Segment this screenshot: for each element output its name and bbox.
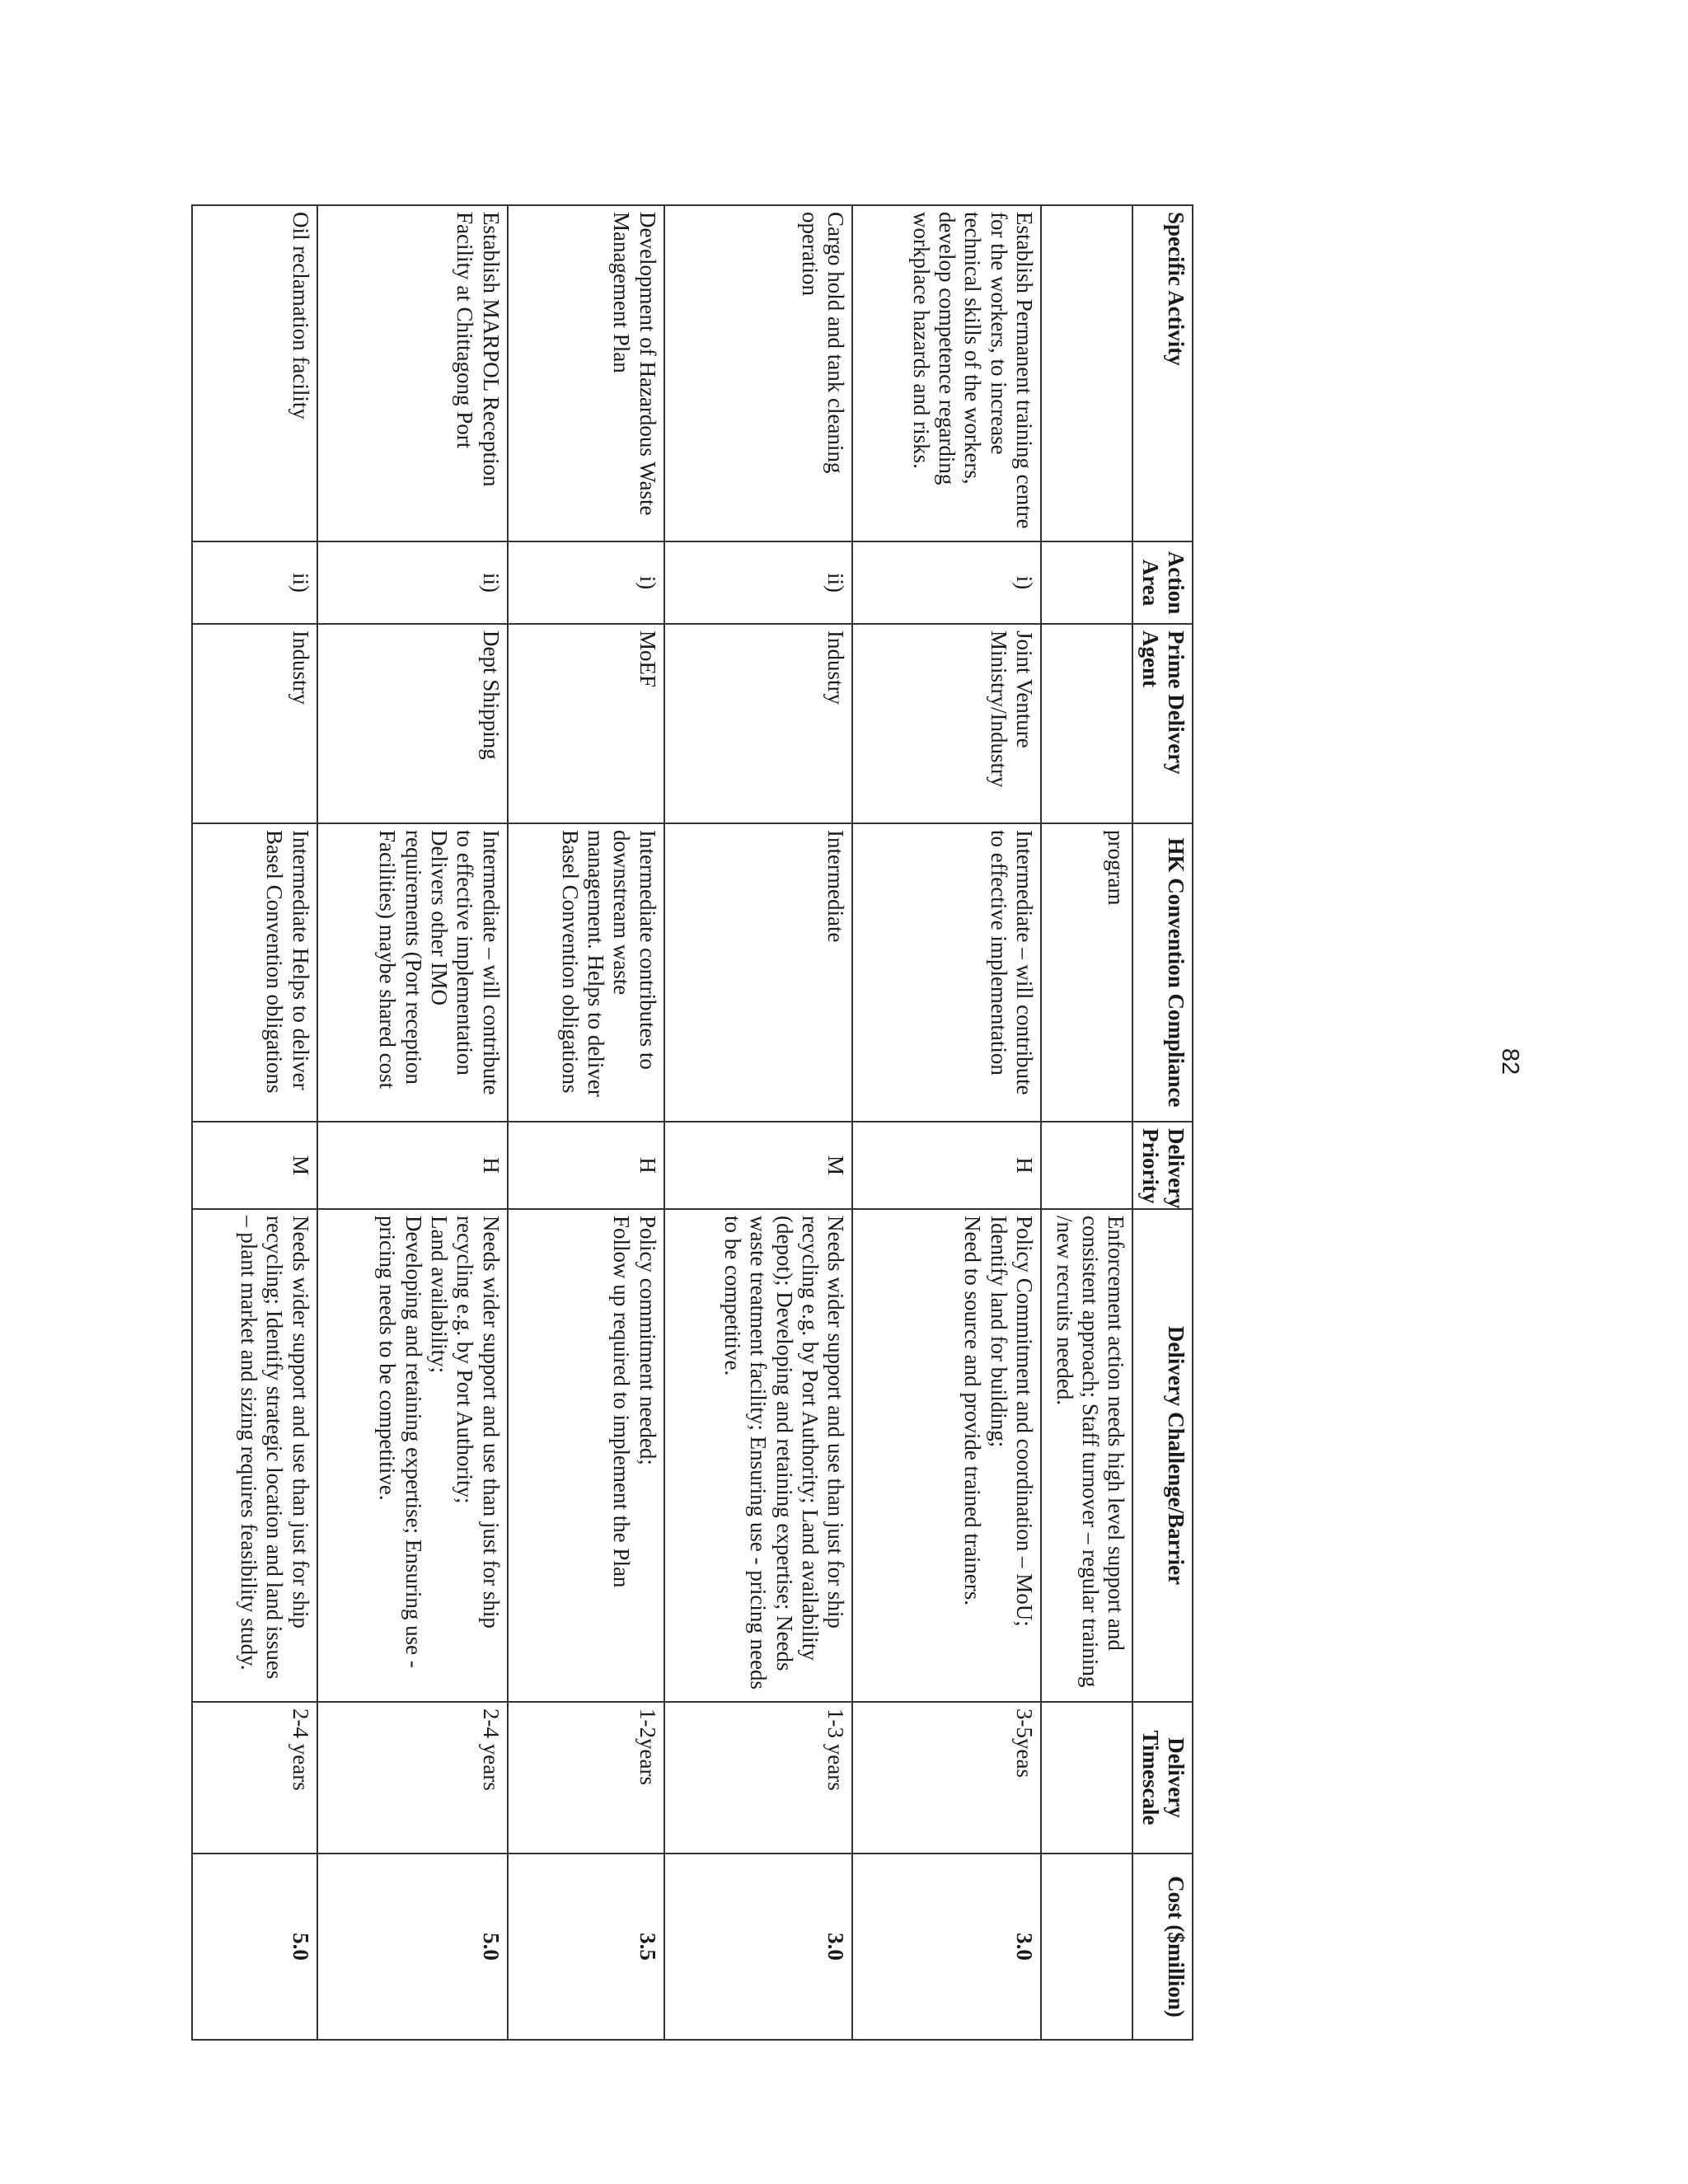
cell-activity: Cargo hold and tank cleaning operation xyxy=(664,205,853,541)
cell-area: ii) xyxy=(664,541,853,624)
cell-priority: M xyxy=(192,1122,317,1209)
cell-priority: M xyxy=(664,1122,853,1209)
cell-activity xyxy=(1041,205,1132,541)
cell-cost: 3.0 xyxy=(852,1854,1041,2040)
table-row xyxy=(317,205,508,2040)
table-header-row xyxy=(1132,205,1193,2040)
cell-challenge xyxy=(317,1209,508,1702)
challenge-text: Follow up required to implement the Plan xyxy=(609,1216,635,1588)
cell-agent: Joint Venture Ministry/Industry xyxy=(852,624,1041,823)
header-delivery-timescale: Delivery Timescale xyxy=(1132,1702,1193,1854)
cell-activity: Oil reclamation facility xyxy=(192,205,317,541)
challenge-text: Land availability; xyxy=(426,1216,452,1374)
cell-challenge xyxy=(1041,1209,1132,1702)
challenge-text: Developing and retaining expertise; Ensuring use - pricing needs to be competitive. xyxy=(375,1216,426,1668)
rotated-page-content xyxy=(191,204,1193,2039)
cell-challenge xyxy=(852,1209,1041,1702)
cell-challenge xyxy=(664,1209,853,1702)
table-row xyxy=(1041,205,1132,2040)
cell-cost xyxy=(1041,1854,1132,2040)
cell-cost: 3.0 xyxy=(664,1854,853,2040)
cell-timescale: 1-3 years xyxy=(664,1702,853,1854)
challenge-text: Enforcement action needs high level support and consistent approach; Staff turnover – regular training /new recruits needed. xyxy=(1052,1216,1129,1688)
header-cost: Cost ($million) xyxy=(1132,1854,1193,2040)
cell-cost: 5.0 xyxy=(192,1854,317,2040)
cell-area xyxy=(1041,541,1132,624)
cell-hk: Intermediate Helps to deliver Basel Convention obligations xyxy=(192,823,317,1122)
cell-priority: H xyxy=(508,1122,664,1209)
page-number: 82 xyxy=(1497,1047,1523,1076)
cell-priority: H xyxy=(317,1122,508,1209)
cell-activity: Establish MARPOL Reception Facility at Chittagong Port xyxy=(317,205,508,541)
cell-timescale: 2-4 years xyxy=(317,1702,508,1854)
cell-cost: 5.0 xyxy=(317,1854,508,2040)
cell-agent: Dept Shipping xyxy=(317,624,508,823)
cell-hk: Intermediate contributes to downstream waste management. Helps to deliver Basel Convention obligations xyxy=(508,823,664,1122)
header-hk-convention-compliance: HK Convention Compliance xyxy=(1132,823,1193,1122)
header-delivery-challenge: Delivery Challenge/Barrier xyxy=(1132,1209,1193,1702)
challenge-text: Policy Commitment and coordination – MoU; xyxy=(1012,1216,1038,1627)
header-action-area: Action Area xyxy=(1132,541,1193,624)
challenge-text: Need to source and provide trained trainers. xyxy=(960,1216,986,1606)
cell-agent: Industry xyxy=(192,624,317,823)
cell-timescale xyxy=(1041,1702,1132,1854)
challenge-text: Identify land for building; xyxy=(986,1216,1011,1448)
cell-agent xyxy=(1041,624,1132,823)
cell-timescale: 3-5yeas xyxy=(852,1702,1041,1854)
cell-area: i) xyxy=(508,541,664,624)
cell-activity: Establish Permanent training centre for the workers, to increase technical skills of the workers, develop competence regarding workplace hazards and risks. xyxy=(852,205,1041,541)
cell-priority xyxy=(1041,1122,1132,1209)
cell-agent: MoEF xyxy=(508,624,664,823)
cell-hk: Intermediate – will contribute to effective implementation Delivers other IMO requirements (Port reception Facilities) maybe shared cost xyxy=(317,823,508,1122)
cell-cost: 3.5 xyxy=(508,1854,664,2040)
cell-activity: Development of Hazardous Waste Management Plan xyxy=(508,205,664,541)
cell-hk: Intermediate – will contribute to effective implementation xyxy=(852,823,1041,1122)
table-row xyxy=(508,205,664,2040)
challenge-text: Needs wider support and use than just for ship recycling; Identify strategic location and land issues – plant market and sizing requires feasibility study. xyxy=(237,1216,313,1680)
cell-timescale: 1-2years xyxy=(508,1702,664,1854)
cell-challenge xyxy=(192,1209,317,1702)
challenge-text: Policy commitment needed; xyxy=(635,1216,660,1465)
cell-agent: Industry xyxy=(664,624,853,823)
cell-hk: program xyxy=(1041,823,1132,1122)
cell-hk: Intermediate xyxy=(664,823,853,1122)
table-row xyxy=(192,205,317,2040)
header-delivery-priority: Delivery Priority xyxy=(1132,1122,1193,1209)
header-specific-activity: Specific Activity xyxy=(1132,205,1193,541)
challenge-text: Needs wider support and use than just for ship recycling e.g. by Port Authority; Land availability (depot); Developing and retaining expertise; Needs waste treatment facility; Ensuring use - pricing needs to be competitive. xyxy=(720,1216,849,1690)
cell-area: i) xyxy=(852,541,1041,624)
cell-area: ii) xyxy=(192,541,317,624)
table-row xyxy=(664,205,853,2040)
table-row xyxy=(852,205,1041,2040)
challenge-text: Needs wider support and use than just for ship recycling e.g. by Port Authority; xyxy=(452,1216,504,1629)
header-prime-delivery-agent: Prime Delivery Agent xyxy=(1132,624,1193,823)
delivery-plan-table xyxy=(191,204,1193,2041)
cell-timescale: 2-4 years xyxy=(192,1702,317,1854)
cell-challenge xyxy=(508,1209,664,1702)
cell-priority: H xyxy=(852,1122,1041,1209)
cell-area: ii) xyxy=(317,541,508,624)
